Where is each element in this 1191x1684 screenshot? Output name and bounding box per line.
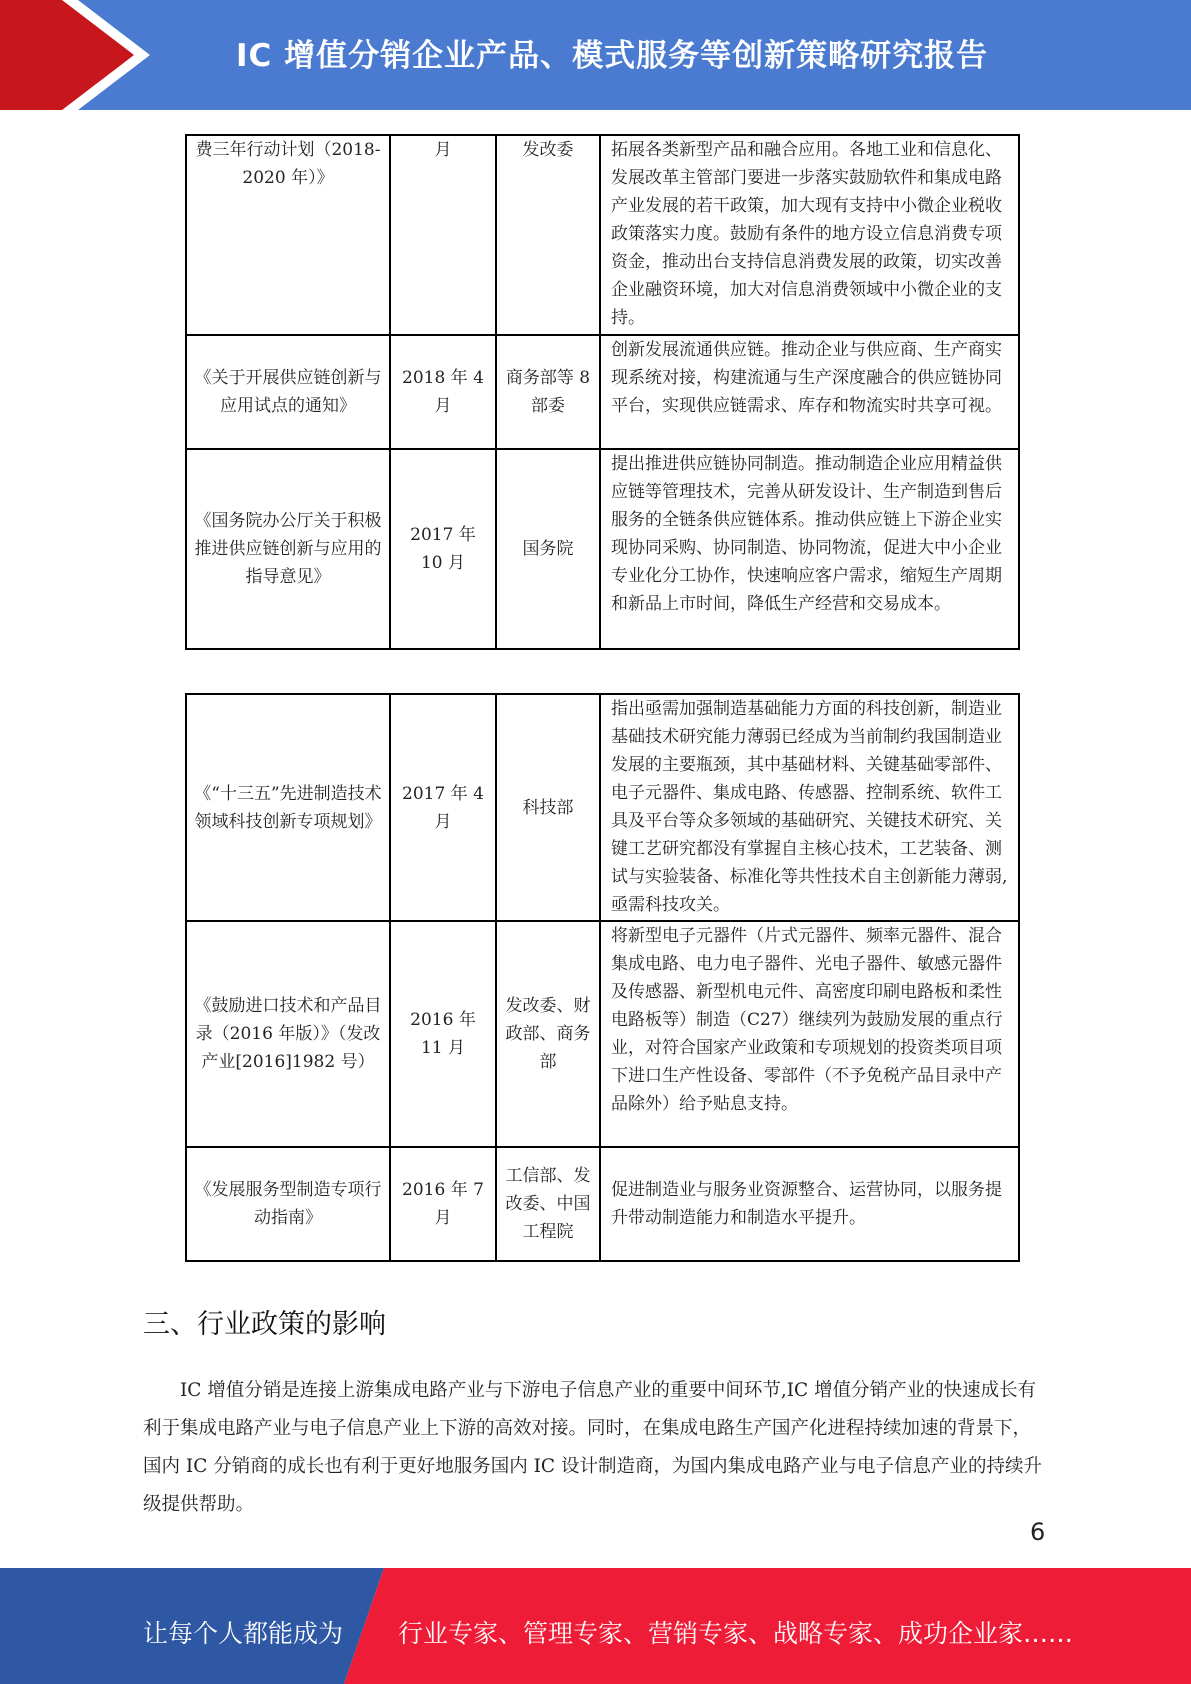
policy-dept-cell: 国务院 xyxy=(496,449,600,649)
footer-slogan-left: 让每个人都能成为 xyxy=(143,1619,344,1648)
policy-content-cell: 将新型电子元器件（片式元器件、频率元器件、混合集成电路、电力电子器件、光电子器件、敏感元器件及传感器、新型机电元件、高密度印刷电路板和柔性电路板等）制造（C27）继续列为鼓励发展的重点行业，对符合国家产业政策和专项规划的投资类项目项下进口生产性设备、零部件（不予免税产品目录中产品除外）给予贴息支持。 xyxy=(600,921,1019,1147)
page-header xyxy=(0,0,1191,110)
table-row xyxy=(186,335,1019,449)
policy-date-cell: 月 xyxy=(390,135,496,335)
policy-date-cell: 2017 年 4 月 xyxy=(390,694,496,921)
policy-name-cell: 《鼓励进口技术和产品目录（2016 年版）》（发改产业[2016]1982 号） xyxy=(186,921,390,1147)
policy-name-cell: 《发展服务型制造专项行动指南》 xyxy=(186,1147,390,1261)
policy-table-1 xyxy=(185,134,1020,650)
policy-name-cell: 《国务院办公厅关于积极推进供应链创新与应用的指导意见》 xyxy=(186,449,390,649)
policy-table-2 xyxy=(185,693,1020,1262)
policy-dept-cell: 商务部等 8 部委 xyxy=(496,335,600,449)
page-number: 6 xyxy=(1030,1518,1046,1546)
policy-date-cell: 2018 年 4 月 xyxy=(390,335,496,449)
header-title: IC 增值分销企业产品、模式服务等创新策略研究报告 xyxy=(236,38,989,74)
table-row xyxy=(186,921,1019,1147)
policy-date-cell: 2016 年 11 月 xyxy=(390,921,496,1147)
section-heading: 三、行业政策的影响 xyxy=(143,1309,386,1340)
policy-content-cell: 促进制造业与服务业资源整合、运营协同，以服务提升带动制造能力和制造水平提升。 xyxy=(600,1147,1019,1261)
policy-content-cell: 指出亟需加强制造基础能力方面的科技创新，制造业基础技术研究能力薄弱已经成为当前制约我国制造业发展的主要瓶颈，其中基础材料、关键基础零部件、电子元器件、集成电路、传感器、控制系统、软件工具及平台等众多领域的基础研究、关键技术研究、关键工艺研究都没有掌握自主核心技术，工艺装备、测试与实验装备、标准化等共性技术自主创新能力薄弱,亟需科技攻关。 xyxy=(600,694,1019,921)
policy-dept-cell: 工信部、发改委、中国工程院 xyxy=(496,1147,600,1261)
policy-date-cell: 2016 年 7 月 xyxy=(390,1147,496,1261)
footer-slogan-right: 行业专家、管理专家、营销专家、战略专家、成功企业家…… xyxy=(398,1619,1074,1648)
policy-content-cell: 提出推进供应链协同制造。推动制造企业应用精益供应链等管理技术，完善从研发设计、生产制造到售后服务的全链条供应链体系。推动供应链上下游企业实现协同采购、协同制造、协同物流，促进大中小企业专业化分工协作，快速响应客户需求，缩短生产周期和新品上市时间，降低生产经营和交易成本。 xyxy=(600,449,1019,649)
policy-date-cell: 2017 年 10 月 xyxy=(390,449,496,649)
table-row xyxy=(186,1147,1019,1261)
policy-name-cell: 《“十三五”先进制造技术领域科技创新专项规划》 xyxy=(186,694,390,921)
policy-dept-cell: 科技部 xyxy=(496,694,600,921)
table-row xyxy=(186,694,1019,921)
policy-name-cell: 《关于开展供应链创新与应用试点的通知》 xyxy=(186,335,390,449)
policy-dept-cell: 发改委 xyxy=(496,135,600,335)
policy-name-cell: 费三年行动计划（2018-2020 年）》 xyxy=(186,135,390,335)
policy-dept-cell: 发改委、财政部、商务部 xyxy=(496,921,600,1147)
table-row xyxy=(186,135,1019,335)
body-paragraph: IC 增值分销是连接上游集成电路产业与下游电子信息产业的重要中间环节,IC 增值分销产业的快速成长有利于集成电路产业与电子信息产业上下游的高效对接。同时，在集成电路生产国产化进程持续加速的背景下，国内 IC 分销商的成长也有利于更好地服务国内 IC 设计制造商，为国内集成电路产业与电子信息产业的持续升级提供帮助。 xyxy=(143,1380,1042,1515)
policy-content-cell: 拓展各类新型产品和融合应用。各地工业和信息化、发展改革主管部门要进一步落实鼓励软件和集成电路产业发展的若干政策，加大现有支持中小微企业税收政策落实力度。鼓励有条件的地方设立信息消费专项资金，推动出台支持信息消费发展的政策，切实改善企业融资环境，加大对信息消费领域中小微企业的支持。 xyxy=(600,135,1019,335)
policy-content-cell: 创新发展流通供应链。推动企业与供应商、生产商实现系统对接，构建流通与生产深度融合的供应链协同平台，实现供应链需求、库存和物流实时共享可视。 xyxy=(600,335,1019,449)
table-row xyxy=(186,449,1019,649)
